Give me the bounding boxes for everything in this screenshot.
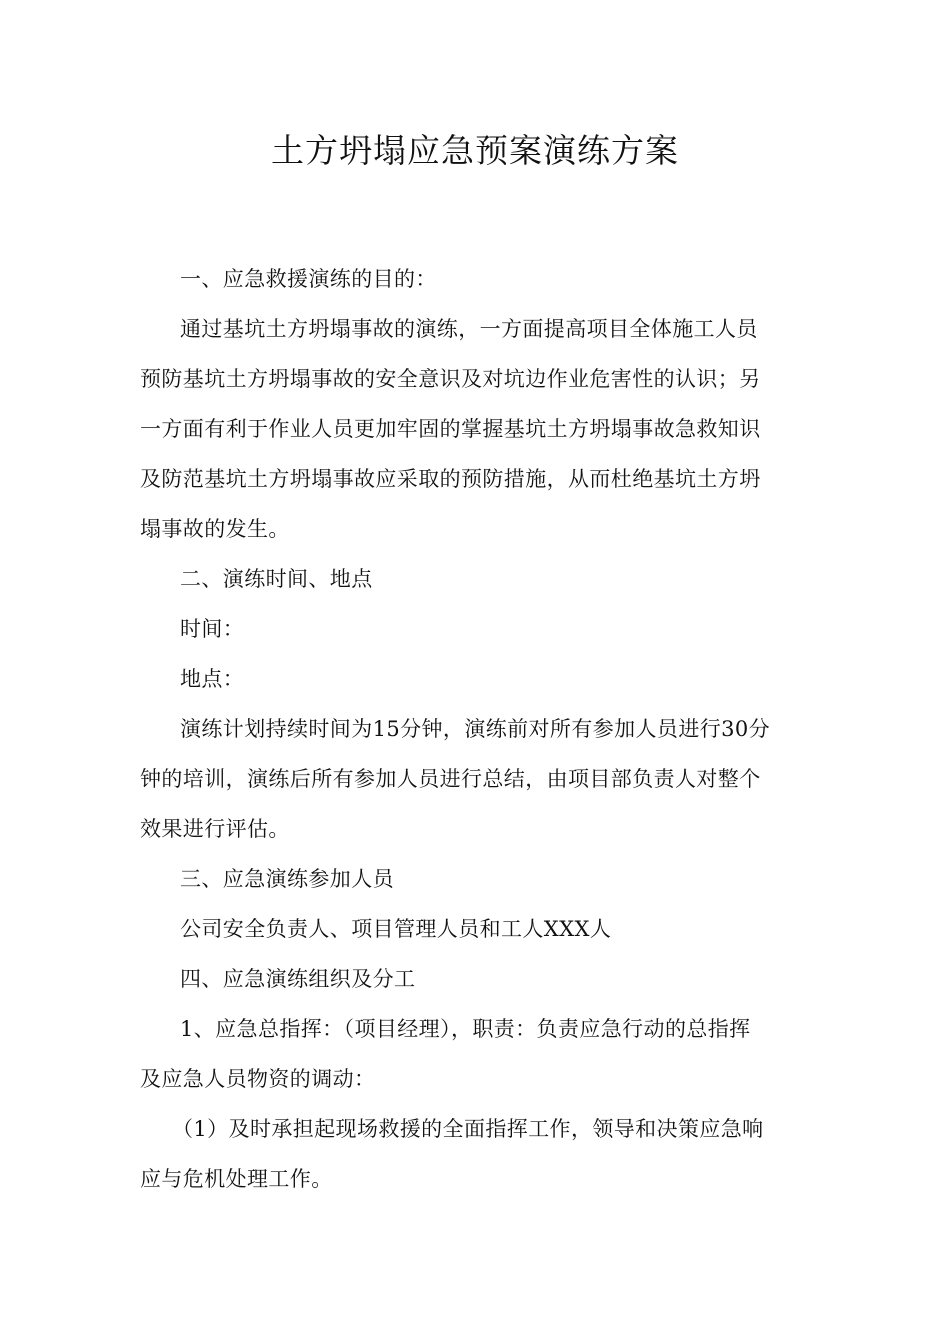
section-heading-time-place: 二、演练时间、地点 (180, 567, 373, 591)
paragraph-line: （1）及时承担起现场救援的全面指挥工作，领导和决策应急响 (172, 1117, 764, 1141)
paragraph-line: 应与危机处理工作。 (140, 1167, 333, 1191)
paragraph-line: 及应急人员物资的调动： (140, 1067, 376, 1091)
participants-line: 公司安全负责人、项目管理人员和工人XXX人 (180, 917, 612, 941)
section-heading-organization: 四、应急演练组织及分工 (180, 967, 416, 991)
paragraph-line: 及防范基坑土方坍塌事故应采取的预防措施，从而杜绝基坑土方坍 (140, 467, 761, 491)
paragraph-line: 塌事故的发生。 (140, 517, 290, 541)
place-label: 地点： (180, 667, 245, 691)
paragraph-line: 钟的培训，演练后所有参加人员进行总结，由项目部负责人对整个 (140, 767, 761, 791)
section-heading-purpose: 一、应急救援演练的目的： (180, 267, 437, 291)
time-label: 时间： (180, 617, 245, 641)
section-heading-participants: 三、应急演练参加人员 (180, 867, 394, 891)
document-title: 土方坍塌应急预案演练方案 (271, 131, 679, 170)
paragraph-line: 效果进行评估。 (140, 817, 290, 841)
paragraph-line: 1、应急总指挥：（项目经理），职责：负责应急行动的总指挥 (180, 1017, 751, 1041)
paragraph-line: 一方面有利于作业人员更加牢固的掌握基坑土方坍塌事故急救知识 (140, 417, 761, 441)
paragraph-line: 通过基坑土方坍塌事故的演练，一方面提高项目全体施工人员 (180, 317, 758, 341)
paragraph-line: 预防基坑土方坍塌事故的安全意识及对坑边作业危害性的认识；另 (140, 367, 761, 391)
paragraph-line: 演练计划持续时间为15分钟，演练前对所有参加人员进行30分 (180, 717, 771, 741)
